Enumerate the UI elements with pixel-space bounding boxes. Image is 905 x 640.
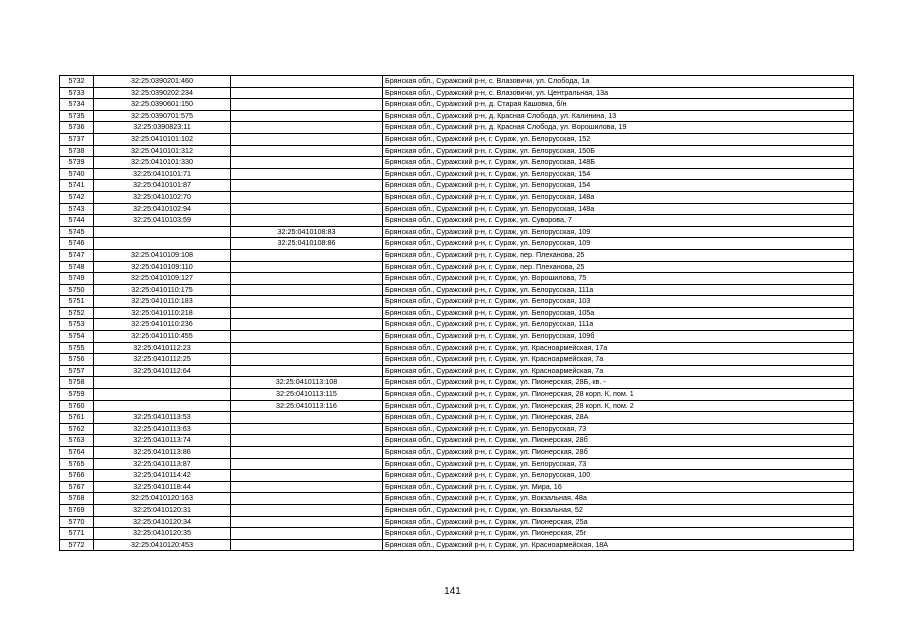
cadastral-number-alt-cell <box>231 157 383 169</box>
cadastral-number-alt-cell <box>231 296 383 308</box>
row-number-cell: 5732 <box>60 76 94 88</box>
cadastral-number-alt-cell <box>231 99 383 111</box>
address-cell: Брянская обл., Суражский р-н, г. Сураж, ул. Белорусская, 111а <box>383 284 854 296</box>
table-row <box>60 273 854 285</box>
row-number-cell: 5767 <box>60 481 94 493</box>
cadastral-number-cell: 32:25:0410118:44 <box>94 481 231 493</box>
row-number-cell: 5753 <box>60 319 94 331</box>
table-row <box>60 412 854 424</box>
cadastral-number-cell: 32:25:0410120:163 <box>94 493 231 505</box>
row-number-cell: 5739 <box>60 157 94 169</box>
row-number-cell: 5740 <box>60 168 94 180</box>
address-cell: Брянская обл., Суражский р-н, г. Сураж, пер. Плеханова, 25 <box>383 261 854 273</box>
address-cell: Брянская обл., Суражский р-н, г. Сураж, ул. Красноармейская, 7а <box>383 354 854 366</box>
cadastral-number-alt-cell <box>231 423 383 435</box>
table-row <box>60 110 854 122</box>
row-number-cell: 5741 <box>60 180 94 192</box>
table-row <box>60 76 854 88</box>
table-row <box>60 145 854 157</box>
cadastral-number-alt-cell <box>231 516 383 528</box>
address-cell: Брянская обл., Суражский р-н, г. Сураж, ул. Белорусская, 73 <box>383 458 854 470</box>
row-number-cell: 5756 <box>60 354 94 366</box>
table-row <box>60 447 854 459</box>
cadastral-number-alt-cell <box>231 354 383 366</box>
row-number-cell: 5771 <box>60 528 94 540</box>
table-body <box>60 76 854 551</box>
cadastral-number-alt-cell <box>231 76 383 88</box>
cadastral-number-alt-cell <box>231 122 383 134</box>
cadastral-number-cell: 32:25:0410120:35 <box>94 528 231 540</box>
row-number-cell: 5737 <box>60 133 94 145</box>
table-row <box>60 481 854 493</box>
row-number-cell: 5760 <box>60 400 94 412</box>
address-cell: Брянская обл., Суражский р-н, г. Сураж, ул. Белорусская, 148Б <box>383 157 854 169</box>
row-number-cell: 5736 <box>60 122 94 134</box>
row-number-cell: 5761 <box>60 412 94 424</box>
address-cell: Брянская обл., Суражский р-н, г. Сураж, ул. Белорусская, 150Б <box>383 145 854 157</box>
cadastral-number-alt-cell <box>231 447 383 459</box>
cadastral-number-alt-cell <box>231 307 383 319</box>
table-row <box>60 307 854 319</box>
table-row <box>60 226 854 238</box>
table-row <box>60 87 854 99</box>
address-cell: Брянская обл., Суражский р-н, г. Сураж, ул. Пионерская, 25г <box>383 528 854 540</box>
row-number-cell: 5750 <box>60 284 94 296</box>
address-cell: Брянская обл., Суражский р-н, г. Сураж, ул. Белорусская, 148а <box>383 191 854 203</box>
cadastral-number-cell: 32:25:0410101:87 <box>94 180 231 192</box>
row-number-cell: 5758 <box>60 377 94 389</box>
cadastral-number-cell: 32:25:0410113:63 <box>94 423 231 435</box>
table-row <box>60 319 854 331</box>
cadastral-number-cell: 32:25:0410110:218 <box>94 307 231 319</box>
cadastral-number-alt-cell <box>231 342 383 354</box>
cadastral-number-alt-cell: 32:25:0410108:83 <box>231 226 383 238</box>
address-cell: Брянская обл., Суражский р-н, г. Сураж, ул. Пионерская, 28Б, кв. - <box>383 377 854 389</box>
cadastral-number-alt-cell <box>231 412 383 424</box>
address-cell: Брянская обл., Суражский р-н, г. Сураж, ул. Вокзальная, 48а <box>383 493 854 505</box>
row-number-cell: 5757 <box>60 365 94 377</box>
row-number-cell: 5734 <box>60 99 94 111</box>
row-number-cell: 5764 <box>60 447 94 459</box>
row-number-cell: 5751 <box>60 296 94 308</box>
table-row <box>60 504 854 516</box>
address-cell: Брянская обл., Суражский р-н, г. Сураж, пер. Плеханова, 25 <box>383 249 854 261</box>
address-cell: Брянская обл., Суражский р-н, г. Сураж, ул. Белорусская, 73 <box>383 423 854 435</box>
cadastral-number-cell: 32:25:0410112:25 <box>94 354 231 366</box>
cadastral-number-alt-cell <box>231 87 383 99</box>
cadastral-number-alt-cell: 32:25:0410108:86 <box>231 238 383 250</box>
address-cell: Брянская обл., Суражский р-н, г. Сураж, ул. Вокзальная, 52 <box>383 504 854 516</box>
table-row <box>60 354 854 366</box>
cadastral-number-alt-cell <box>231 528 383 540</box>
cadastral-number-cell: 32:25:0410114:42 <box>94 470 231 482</box>
address-cell: Брянская обл., Суражский р-н, г. Сураж, ул. Пионерская, 28 корп. К, пом. 2 <box>383 400 854 412</box>
cadastral-number-alt-cell <box>231 261 383 273</box>
address-cell: Брянская обл., Суражский р-н, г. Сураж, ул. Красноармейская, 17а <box>383 342 854 354</box>
row-number-cell: 5749 <box>60 273 94 285</box>
address-cell: Брянская обл., Суражский р-н, г. Сураж, ул. Пионерская, 28б <box>383 435 854 447</box>
table-row <box>60 122 854 134</box>
row-number-cell: 5747 <box>60 249 94 261</box>
cadastral-number-cell: 32:25:0410110:455 <box>94 331 231 343</box>
row-number-cell: 5743 <box>60 203 94 215</box>
table-row <box>60 365 854 377</box>
cadastral-number-cell: 32:25:0410112:64 <box>94 365 231 377</box>
table-row <box>60 249 854 261</box>
cadastral-number-alt-cell <box>231 493 383 505</box>
address-cell: Брянская обл., Суражский р-н, г. Сураж, ул. Пионерская, 25а <box>383 516 854 528</box>
table-row <box>60 157 854 169</box>
table-row <box>60 389 854 401</box>
table-row <box>60 458 854 470</box>
registry-table <box>59 75 854 551</box>
row-number-cell: 5772 <box>60 539 94 551</box>
cadastral-number-cell: 32:25:0410113:53 <box>94 412 231 424</box>
cadastral-number-cell: 32:25:0410113:87 <box>94 458 231 470</box>
table-row <box>60 470 854 482</box>
cadastral-number-alt-cell <box>231 539 383 551</box>
row-number-cell: 5744 <box>60 215 94 227</box>
row-number-cell: 5742 <box>60 191 94 203</box>
table-row <box>60 133 854 145</box>
cadastral-number-alt-cell <box>231 365 383 377</box>
address-cell: Брянская обл., Суражский р-н, г. Сураж, ул. Пионерская, 28б <box>383 447 854 459</box>
address-cell: Брянская обл., Суражский р-н, г. Сураж, ул. Ворошилова, 75 <box>383 273 854 285</box>
cadastral-number-alt-cell: 32:25:0410113:108 <box>231 377 383 389</box>
cadastral-number-alt-cell <box>231 470 383 482</box>
row-number-cell: 5752 <box>60 307 94 319</box>
cadastral-number-alt-cell <box>231 191 383 203</box>
table-row <box>60 168 854 180</box>
cadastral-number-alt-cell: 32:25:0410113:116 <box>231 400 383 412</box>
table-row <box>60 191 854 203</box>
row-number-cell: 5762 <box>60 423 94 435</box>
cadastral-number-cell <box>94 238 231 250</box>
cadastral-number-alt-cell <box>231 284 383 296</box>
row-number-cell: 5770 <box>60 516 94 528</box>
cadastral-number-cell: 32:25:0410113:86 <box>94 447 231 459</box>
cadastral-number-cell: 32:25:0390201:460 <box>94 76 231 88</box>
cadastral-number-cell <box>94 400 231 412</box>
row-number-cell: 5733 <box>60 87 94 99</box>
table-row <box>60 180 854 192</box>
address-cell: Брянская обл., Суражский р-н, г. Сураж, ул. Суворова, 7 <box>383 215 854 227</box>
cadastral-number-cell: 32:25:0410102:94 <box>94 203 231 215</box>
table-row <box>60 342 854 354</box>
address-cell: Брянская обл., Суражский р-н, г. Сураж, ул. Белорусская, 109 <box>383 238 854 250</box>
row-number-cell: 5768 <box>60 493 94 505</box>
address-cell: Брянская обл., Суражский р-н, д. Красная Слобода, ул. Калинина, 13 <box>383 110 854 122</box>
address-cell: Брянская обл., Суражский р-н, г. Сураж, ул. Белорусская, 105а <box>383 307 854 319</box>
table-row <box>60 400 854 412</box>
cadastral-number-cell: 32:25:0390823:11 <box>94 122 231 134</box>
table-row <box>60 284 854 296</box>
cadastral-number-alt-cell <box>231 481 383 493</box>
cadastral-number-cell: 32:25:0410109:110 <box>94 261 231 273</box>
cadastral-number-cell: 32:25:0410109:108 <box>94 249 231 261</box>
cadastral-number-alt-cell <box>231 331 383 343</box>
table-row <box>60 203 854 215</box>
address-cell: Брянская обл., Суражский р-н, г. Сураж, ул. Красноармейская, 7а <box>383 365 854 377</box>
cadastral-number-cell: 32:25:0390202:234 <box>94 87 231 99</box>
cadastral-number-cell: 32:25:0410120:31 <box>94 504 231 516</box>
cadastral-number-alt-cell <box>231 180 383 192</box>
cadastral-number-alt-cell <box>231 215 383 227</box>
table-row <box>60 516 854 528</box>
cadastral-number-alt-cell <box>231 504 383 516</box>
address-cell: Брянская обл., Суражский р-н, г. Сураж, ул. Белорусская, 111а <box>383 319 854 331</box>
address-cell: Брянская обл., Суражский р-н, г. Сураж, ул. Белорусская, 152 <box>383 133 854 145</box>
cadastral-number-alt-cell <box>231 319 383 331</box>
cadastral-number-cell: 32:25:0410101:330 <box>94 157 231 169</box>
table-row <box>60 99 854 111</box>
cadastral-number-cell: 32:25:0410120:453 <box>94 539 231 551</box>
row-number-cell: 5759 <box>60 389 94 401</box>
cadastral-number-cell: 32:25:0390601:150 <box>94 99 231 111</box>
address-cell: Брянская обл., Суражский р-н, г. Сураж, ул. Белорусская, 109 <box>383 226 854 238</box>
cadastral-number-cell: 32:25:0390701:575 <box>94 110 231 122</box>
cadastral-number-cell: 32:25:0410110:236 <box>94 319 231 331</box>
row-number-cell: 5748 <box>60 261 94 273</box>
cadastral-number-cell: 32:25:0410103:59 <box>94 215 231 227</box>
row-number-cell: 5738 <box>60 145 94 157</box>
table-row <box>60 423 854 435</box>
cadastral-number-cell <box>94 377 231 389</box>
address-cell: Брянская обл., Суражский р-н, д. Красная Слобода, ул. Ворошилова, 19 <box>383 122 854 134</box>
address-cell: Брянская обл., Суражский р-н, д. Старая Кашовка, б/н <box>383 99 854 111</box>
address-cell: Брянская обл., Суражский р-н, г. Сураж, ул. Белорусская, 103 <box>383 296 854 308</box>
row-number-cell: 5754 <box>60 331 94 343</box>
table-row <box>60 238 854 250</box>
cadastral-number-cell: 32:25:0410110:183 <box>94 296 231 308</box>
cadastral-number-alt-cell <box>231 249 383 261</box>
row-number-cell: 5735 <box>60 110 94 122</box>
row-number-cell: 5766 <box>60 470 94 482</box>
table-row <box>60 296 854 308</box>
row-number-cell: 5769 <box>60 504 94 516</box>
cadastral-number-alt-cell <box>231 110 383 122</box>
address-cell: Брянская обл., Суражский р-н, г. Сураж, ул. Мира, 16 <box>383 481 854 493</box>
cadastral-number-cell: 32:25:0410120:34 <box>94 516 231 528</box>
cadastral-number-cell: 32:25:0410110:175 <box>94 284 231 296</box>
address-cell: Брянская обл., Суражский р-н, с. Влазовичи, ул. Центральная, 13а <box>383 87 854 99</box>
table-row <box>60 377 854 389</box>
cadastral-number-alt-cell <box>231 435 383 447</box>
cadastral-number-cell: 32:25:0410113:74 <box>94 435 231 447</box>
row-number-cell: 5745 <box>60 226 94 238</box>
address-cell: Брянская обл., Суражский р-н, г. Сураж, ул. Белорусская, 154 <box>383 168 854 180</box>
cadastral-number-alt-cell <box>231 168 383 180</box>
cadastral-number-cell: 32:25:0410112:23 <box>94 342 231 354</box>
row-number-cell: 5763 <box>60 435 94 447</box>
cadastral-number-cell: 32:25:0410102:70 <box>94 191 231 203</box>
address-cell: Брянская обл., Суражский р-н, с. Влазовичи, ул. Слобода, 1а <box>383 76 854 88</box>
address-cell: Брянская обл., Суражский р-н, г. Сураж, ул. Пионерская, 28А <box>383 412 854 424</box>
table-row <box>60 528 854 540</box>
table-row <box>60 261 854 273</box>
address-cell: Брянская обл., Суражский р-н, г. Сураж, ул. Белорусская, 148а <box>383 203 854 215</box>
cadastral-number-cell <box>94 226 231 238</box>
table-row <box>60 493 854 505</box>
row-number-cell: 5765 <box>60 458 94 470</box>
cadastral-number-cell <box>94 389 231 401</box>
row-number-cell: 5746 <box>60 238 94 250</box>
table-row <box>60 215 854 227</box>
cadastral-number-alt-cell <box>231 273 383 285</box>
address-cell: Брянская обл., Суражский р-н, г. Сураж, ул. Белорусская, 100 <box>383 470 854 482</box>
cadastral-number-alt-cell <box>231 145 383 157</box>
cadastral-number-alt-cell <box>231 203 383 215</box>
cadastral-number-alt-cell <box>231 133 383 145</box>
table-row <box>60 435 854 447</box>
address-cell: Брянская обл., Суражский р-н, г. Сураж, ул. Белорусская, 154 <box>383 180 854 192</box>
cadastral-number-cell: 32:25:0410101:312 <box>94 145 231 157</box>
cadastral-number-alt-cell: 32:25:0410113:115 <box>231 389 383 401</box>
table-row <box>60 539 854 551</box>
cadastral-number-cell: 32:25:0410109:127 <box>94 273 231 285</box>
address-cell: Брянская обл., Суражский р-н, г. Сураж, ул. Пионерская, 28 корп. К, пом. 1 <box>383 389 854 401</box>
table-row <box>60 331 854 343</box>
address-cell: Брянская обл., Суражский р-н, г. Сураж, ул. Красноармейская, 18А <box>383 539 854 551</box>
cadastral-number-cell: 32:25:0410101:71 <box>94 168 231 180</box>
row-number-cell: 5755 <box>60 342 94 354</box>
cadastral-number-alt-cell <box>231 458 383 470</box>
page-number: 141 <box>444 586 461 597</box>
cadastral-number-cell: 32:25:0410101:102 <box>94 133 231 145</box>
address-cell: Брянская обл., Суражский р-н, г. Сураж, ул. Белорусская, 109б <box>383 331 854 343</box>
